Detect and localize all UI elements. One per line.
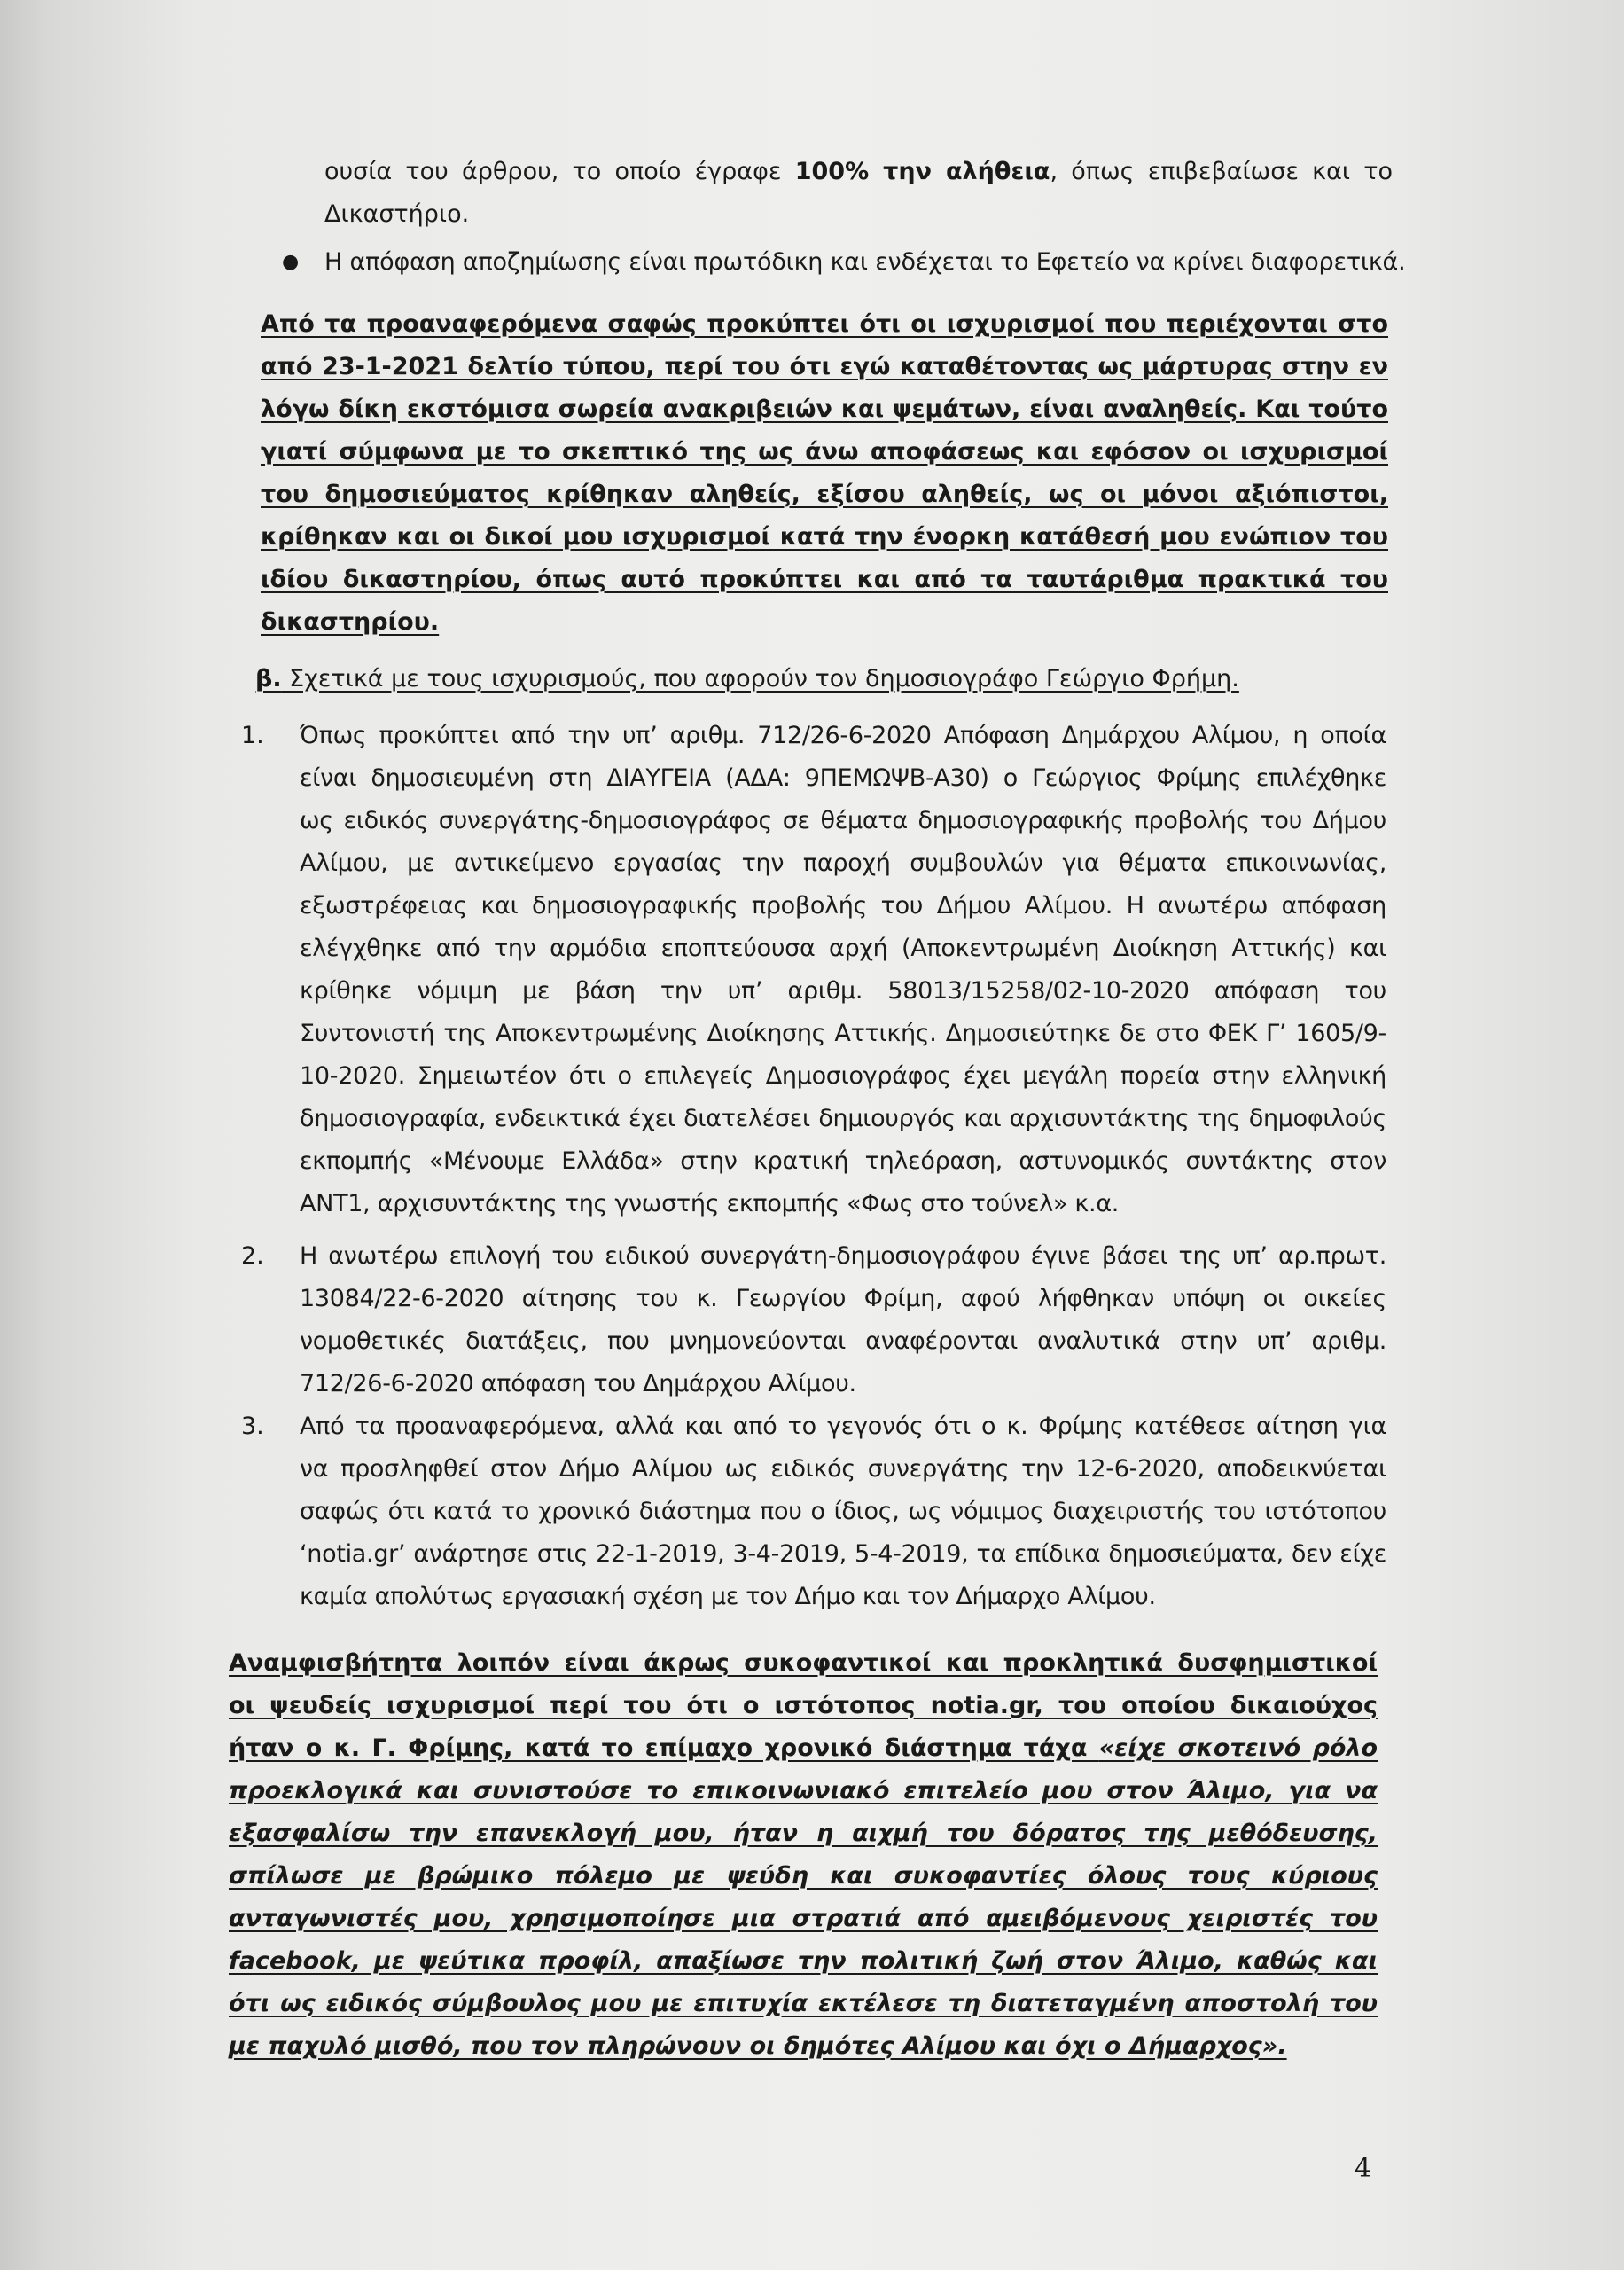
list-item-line: 712/26-6-2020 απόφαση του Δημάρχου Αλίμου. [300, 1370, 856, 1397]
conclusion-b-quote [229, 1770, 1378, 2068]
list-item-number: 3. [241, 1413, 264, 1440]
list-item-line: ελέγχθηκε από την αρμόδια εποπτεύουσα αρχή (Αποκεντρωμένη Διοίκηση Αττικής) και [300, 935, 1386, 962]
list-item-line: εξωστρέφειας και δημοσιογραφικής προβολής του Δήμου Αλίμου. Η ανωτέρω απόφαση [300, 892, 1386, 920]
list-item-line: εκπομπής «Μένουμε Ελλάδα» στην κρατική τηλεόραση, αστυνομικός συντάκτης στον [300, 1147, 1386, 1175]
list-item-line: δημοσιογραφία, ενδεικτικά έχει διατελέσει δημιουργός και αρχισυντάκτης της δημοφιλούς [300, 1105, 1386, 1132]
conclusion-b-quote-line: ότι ως ειδικός σύμβουλος μου με επιτυχία εκτέλεσε τη διατεταγμένη αποστολή του [229, 1990, 1378, 2017]
conclusion-b-quote-line: ανταγωνιστές μου, χρησιμοποίησε μια στρατιά από αμειβόμενους χειριστές του [229, 1905, 1378, 1932]
list-item-line: είναι δημοσιευμένη στη ΔΙΑΥΓΕΙΑ (ΑΔΑ: 9ΠΕΜΩΨΒ-Α30) ο Γεώργιος Φρίμης επιλέχθηκε [300, 764, 1386, 792]
intro-text-a: ουσία του άρθρου, το οποίο έγραφε [324, 158, 795, 185]
list-item [300, 1235, 1386, 1405]
list-item-line: νομοθετικές διατάξεις, που μνημονεύονται αναφέρονται αναλυτικά στην υπ’ αριθμ. [300, 1327, 1386, 1355]
list-item-line: 10-2020. Σημειωτέον ότι ο επιλεγείς Δημοσιογράφος έχει μεγάλη πορεία στην ελληνική [300, 1062, 1386, 1090]
conclusion-b-line-3b: «είχε σκοτεινό ρόλο [1098, 1734, 1378, 1762]
list-item-line: σαφώς ότι κατά το χρονικό διάστημα που ο ίδιος, ως νόμιμος διαχειριστής του ιστότοπου [300, 1498, 1386, 1525]
conclusion-a-line: κρίθηκαν και οι δικοί μου ισχυρισμοί κατά την ένορκη κατάθεσή μου ενώπιον του [261, 523, 1388, 551]
list-item-line: Από τα προαναφερόμενα, αλλά και από το γεγονός ότι ο κ. Φρίμης κατέθεσε αίτηση για [300, 1413, 1386, 1440]
conclusion-a [261, 303, 1388, 644]
bullet-icon: ● [282, 251, 300, 273]
list-item-line: Συντονιστή της Αποκεντρωμένης Διοίκησης Αττικής. Δημοσιεύτηκε δε στο ΦΕΚ Γ’ 1605/9- [300, 1020, 1386, 1047]
list-item-number: 1. [241, 722, 264, 749]
list-item [300, 715, 1386, 1225]
list-item-line: Αλίμου, με αντικείμενο εργασίας την παροχή συμβουλών για θέματα επικοινωνίας, [300, 849, 1386, 877]
conclusion-b-line-3a: ήταν ο κ. Γ. Φρίμης, κατά το επίμαχο χρονικό διάστημα τάχα [229, 1734, 1099, 1762]
list-item [300, 1405, 1386, 1618]
section-b-letter: β. [255, 665, 282, 693]
intro-line-1 [324, 151, 1393, 193]
conclusion-a-line: από 23-1-2021 δελτίο τύπου, περί του ότι εγώ καταθέτοντας ως μάρτυρας στην εν [261, 353, 1388, 380]
list-item-line: να προσληφθεί στον Δήμο Αλίμου ως ειδικός συνεργάτης την 12-6-2020, αποδεικνύεται [300, 1455, 1386, 1483]
section-b-title: Σχετικά με τους ισχυρισμούς, που αφορούν τον δημοσιογράφο Γεώργιο Φρήμη. [281, 665, 1239, 693]
list-item-line: Η ανωτέρω επιλογή του ειδικού συνεργάτη-δημοσιογράφου έγινε βάσει της υπ’ αρ.πρωτ. [300, 1242, 1386, 1270]
intro-line-2: Δικαστήριο. [324, 200, 470, 228]
conclusion-b-line-3 [229, 1727, 1378, 1770]
conclusion-a-line: του δημοσιεύματος κρίθηκαν αληθείς, εξίσου αληθείς, ως οι μόνοι αξιόπιστοι, [261, 481, 1388, 508]
conclusion-b-quote-line: σπίλωσε με βρώμικο πόλεμο με ψεύδη και συκοφαντίες όλους τους κύριους [229, 1862, 1378, 1890]
intro-bold-text: 100% την αλήθεια [794, 158, 1050, 185]
list-item-line: κρίθηκε νόμιμη με βάση την υπ’ αριθμ. 58013/15258/02-10-2020 απόφαση του [300, 977, 1386, 1005]
page-number: 4 [1355, 2153, 1372, 2184]
list-item-line: 13084/22-6-2020 αίτησης του κ. Γεωργίου Φρίμη, αφού λήφθηκαν υπόψη οι οικείες [300, 1285, 1386, 1312]
conclusion-a-line: λόγω δίκη εκστόμισα σωρεία ανακριβειών και ψεμάτων, είναι αναληθείς. Και τούτο [261, 395, 1388, 423]
intro-paragraph [324, 151, 1393, 236]
list-item-line: ‘notia.gr’ ανάρτησε στις 22-1-2019, 3-4-2019, 5-4-2019, τα επίδικα δημοσιεύματα, δεν είχε [300, 1540, 1386, 1568]
conclusion-b-line-1: Αναμφισβήτητα λοιπόν είναι άκρως συκοφαντικοί και προκλητικά δυσφημιστικοί [229, 1649, 1378, 1677]
conclusion-b-quote-line: εξασφαλίσω την επανεκλογή μου, ήταν η αιχμή του δόρατος της μεθόδευσης, [229, 1820, 1378, 1847]
conclusion-b-quote-line: με παχυλό μισθό, που τον πληρώνουν οι δημότες Αλίμου και όχι ο Δήμαρχος». [229, 2032, 1287, 2060]
conclusion-a-line: Από τα προαναφερόμενα σαφώς προκύπτει ότι οι ισχυρισμοί που περιέχονται στο [261, 310, 1388, 338]
conclusion-a-line: ιδίου δικαστηρίου, όπως αυτό προκύπτει και από τα ταυτάριθμα πρακτικά του [261, 566, 1388, 593]
list-item-line: ως ειδικός συνεργάτης-δημοσιογράφος σε θέματα δημοσιογραφικής προβολής του Δήμου [300, 807, 1386, 834]
conclusion-a-line: γιατί σύμφωνα με το σκεπτικό της ως άνω αποφάσεως και εφόσον οι ισχυρισμοί [261, 438, 1388, 466]
bullet-text: Η απόφαση αποζημίωσης είναι πρωτόδικη και ενδέχεται το Εφετείο να κρίνει διαφορετικά. [324, 248, 1406, 276]
list-item-number: 2. [241, 1242, 264, 1270]
list-item-line: Όπως προκύπτει από την υπ’ αριθμ. 712/26-6-2020 Απόφαση Δημάρχου Αλίμου, η οποία [300, 722, 1386, 749]
section-b-heading [255, 658, 1248, 701]
list-item-line: ΑΝΤ1, αρχισυντάκτης της γνωστής εκπομπής «Φως στο τούνελ» κ.α. [300, 1190, 1120, 1217]
conclusion-b [229, 1642, 1378, 2068]
intro-text-c: , όπως επιβεβαίωσε και το [1050, 158, 1393, 185]
conclusion-b-quote-line: facebook, με ψεύτικα προφίλ, απαξίωσε την πολιτική ζωή στον Άλιμο, καθώς και [229, 1947, 1378, 1975]
list-item-line: καμία απολύτως εργασιακή σχέση με τον Δήμο και τον Δήμαρχο Αλίμου. [300, 1583, 1156, 1610]
conclusion-b-quote-line: προεκλογικά και συνιστούσε το επικοινωνιακό επιτελείο μου στον Άλιμο, για να [229, 1777, 1378, 1804]
conclusion-a-line: δικαστηρίου. [261, 608, 440, 636]
conclusion-b-line-2: οι ψευδείς ισχυρισμοί περί του ότι ο ιστότοπος notia.gr, του οποίου δικαιούχος [229, 1692, 1378, 1719]
